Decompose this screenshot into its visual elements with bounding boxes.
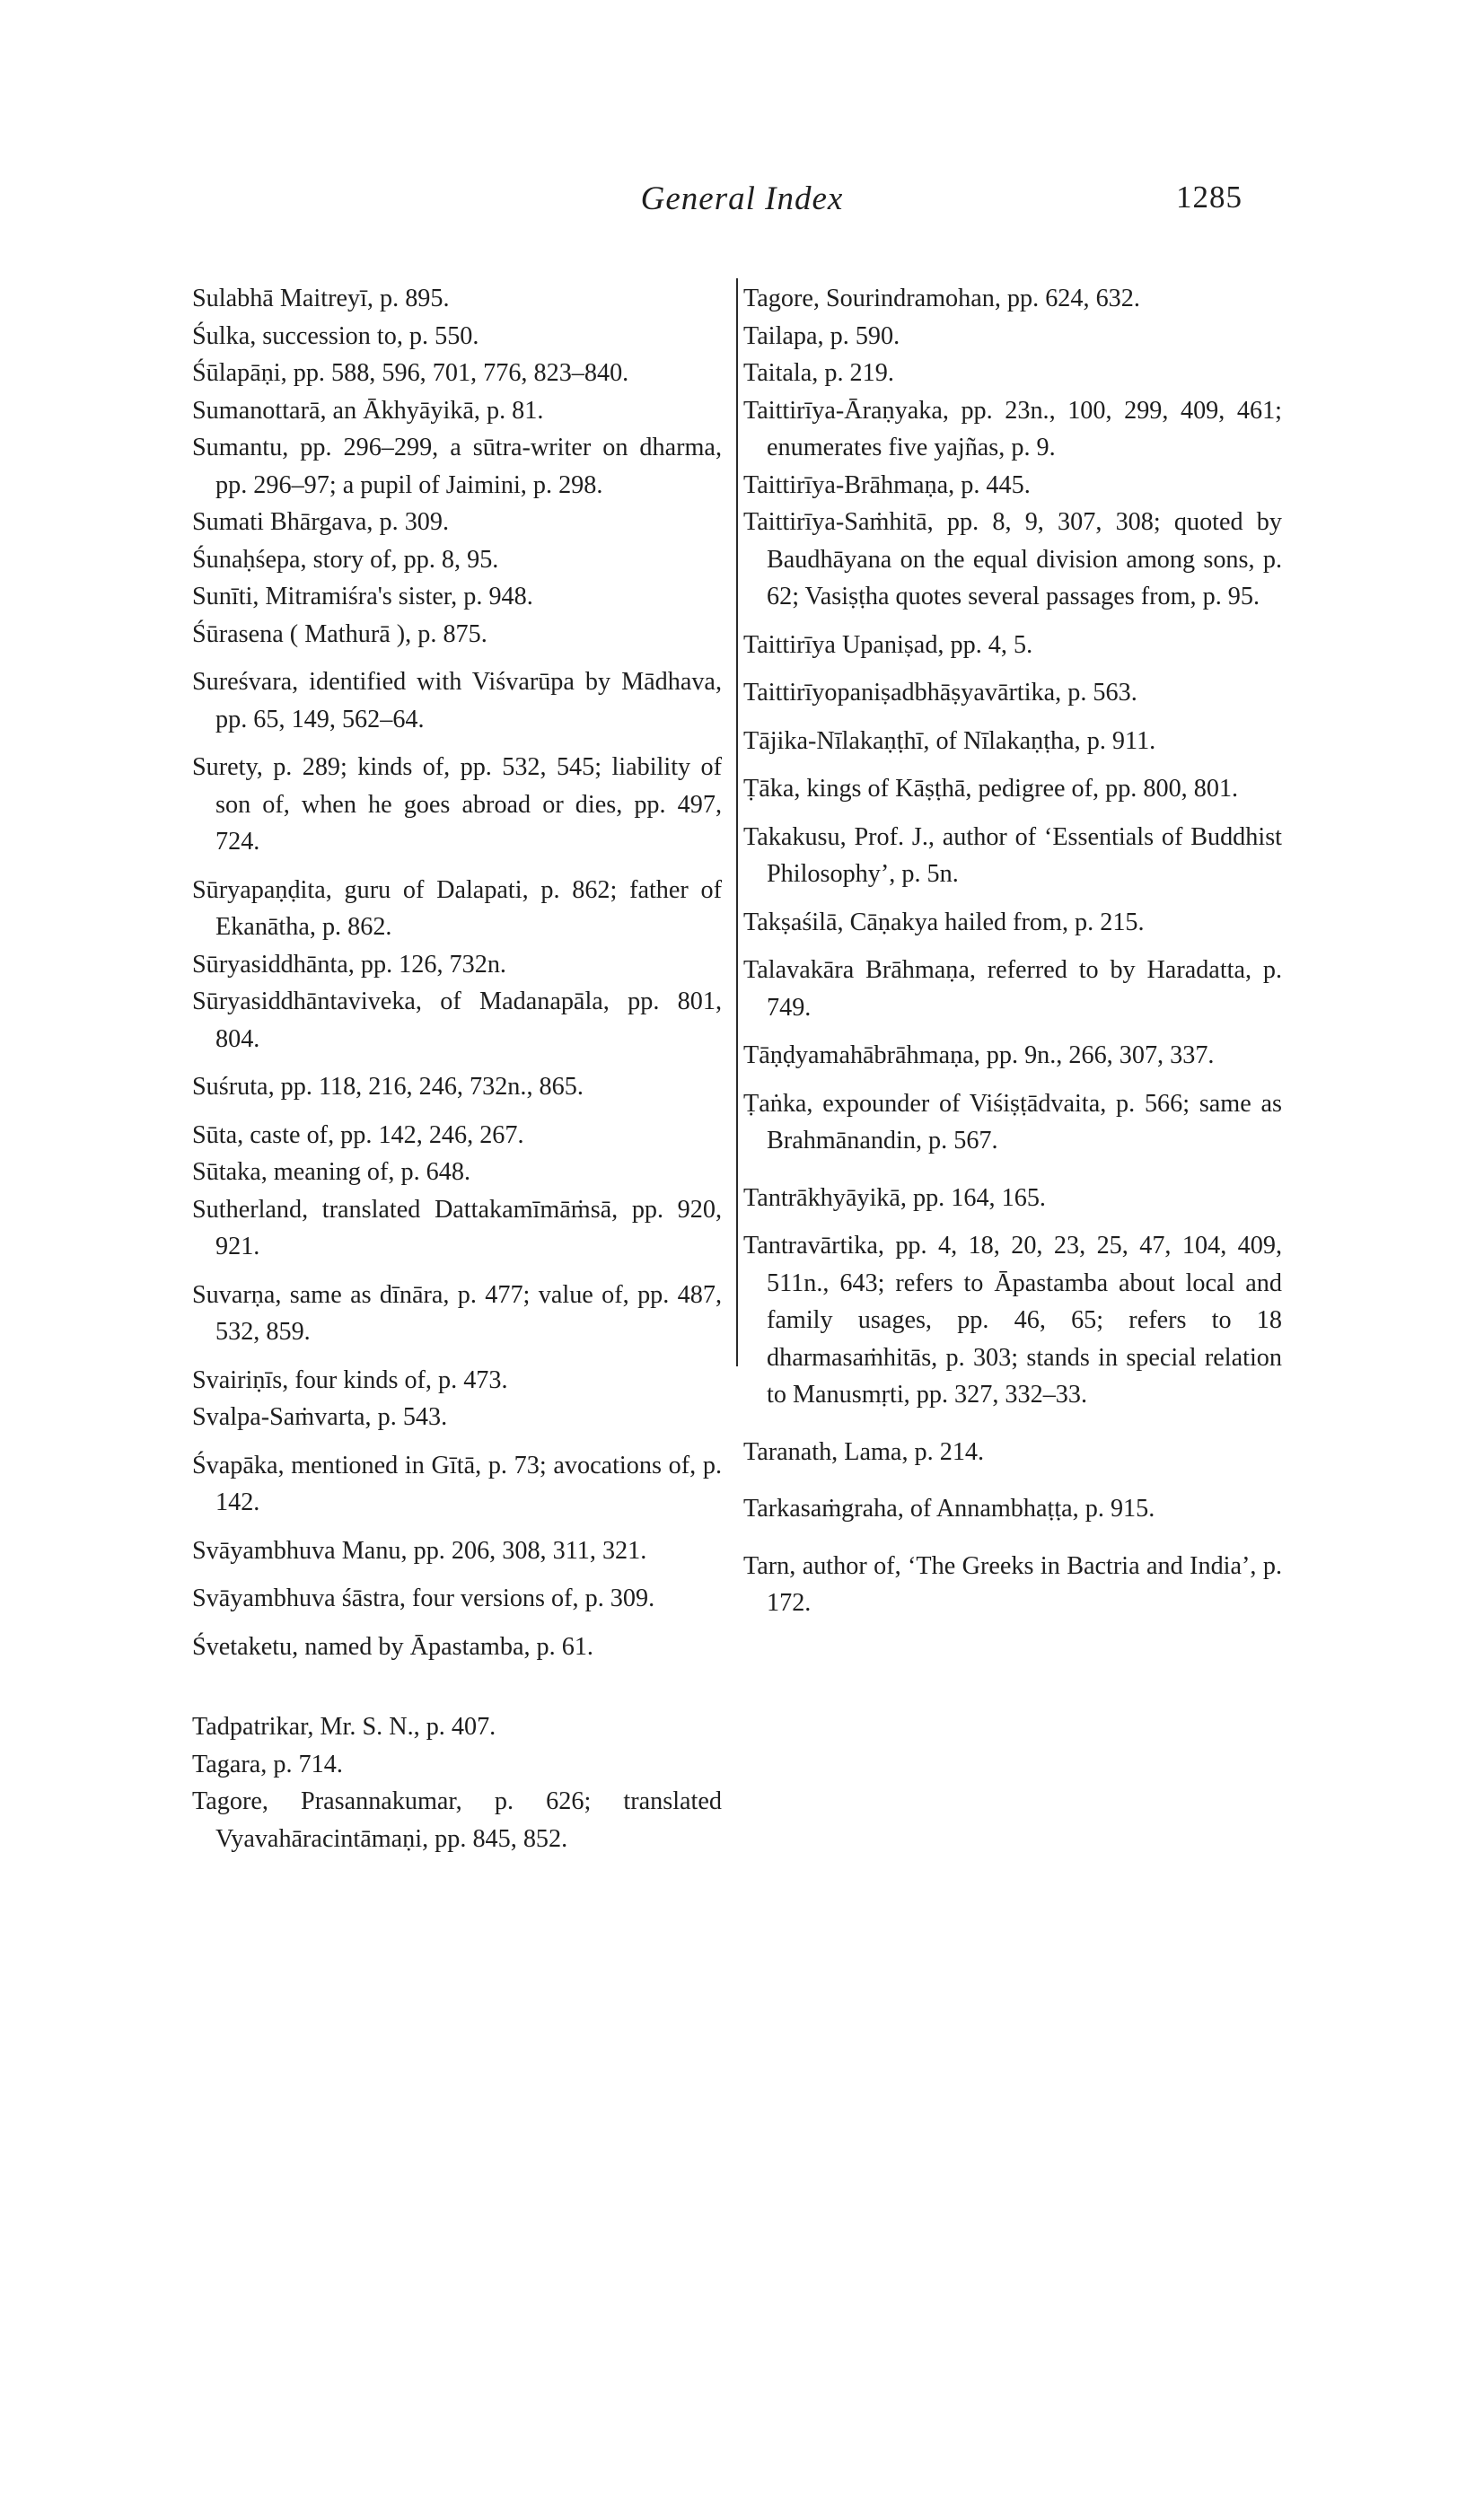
index-entry: Sūryasiddhānta, pp. 126, 732n. bbox=[192, 950, 506, 979]
index-entry: Svāyambhuva Manu, pp. 206, 308, 311, 321. bbox=[192, 1536, 647, 1565]
index-entry: Śvapāka, mentioned in Gītā, p. 73; avocations of, p. 142. bbox=[192, 1451, 722, 1516]
index-entry: Sūtaka, meaning of, p. 648. bbox=[192, 1158, 471, 1186]
index-entry: Taittirīya Upaniṣad, pp. 4, 5. bbox=[743, 630, 1033, 659]
index-entry: Tadpatrikar, Mr. S. N., p. 407. bbox=[192, 1713, 496, 1741]
index-entry: Suvarṇa, same as dīnāra, p. 477; value of, pp. 487, 532, 859. bbox=[192, 1280, 722, 1346]
index-entry: Sumantu, pp. 296–299, a sūtra-writer on dharma, pp. 296–97; a pupil of Jaimini, p. 298. bbox=[192, 434, 722, 499]
index-entry: Svāyambhuva śāstra, four versions of, p. 309. bbox=[192, 1585, 655, 1612]
index-entry: Takakusu, Prof. J., author of ‘Essentials of Buddhist Philosophy’, p. 5n. bbox=[743, 822, 1282, 888]
index-entry: Taittirīya-Brāhmaṇa, p. 445. bbox=[743, 470, 1031, 499]
index-entry: Tantravārtika, pp. 4, 18, 20, 23, 25, 47, 104, 409, 511n., 643; refers to Āpastamba about local and family usages, pp. 46, 65; refers to 18 dharmasaṁhitās, p. 303; stands in special relation to Manusmṛti, pp. 327, 332–33. bbox=[743, 1232, 1282, 1409]
index-column-left bbox=[192, 280, 722, 1857]
index-entry: Sureśvara, identified with Viśvarūpa by Mādhava, pp. 65, 149, 562–64. bbox=[192, 668, 722, 733]
page-number: 1285 bbox=[1176, 180, 1243, 215]
running-title: General Index bbox=[640, 180, 844, 217]
index-entry: Sūta, caste of, pp. 142, 246, 267. bbox=[192, 1120, 524, 1149]
index-entry: Śvetaketu, named by Āpastamba, p. 61. bbox=[192, 1632, 593, 1661]
index-entry: Talavakāra Brāhmaṇa, referred to by Haradatta, p. 749. bbox=[743, 956, 1282, 1022]
index-entry: Sutherland, translated Dattakamīmāṁsā, pp. 920, 921. bbox=[192, 1195, 722, 1260]
index-entry: Tailapa, p. 590. bbox=[743, 321, 900, 350]
index-entry: Ṭāka, kings of Kāṣṭhā, pedigree of, pp. 800, 801. bbox=[743, 775, 1239, 803]
index-entry: Śunaḥśepa, story of, pp. 8, 95. bbox=[192, 545, 499, 574]
index-entry: Sūryapaṇḍita, guru of Dalapati, p. 862; father of Ekanātha, p. 862. bbox=[192, 875, 722, 941]
index-entry: Svalpa-Saṁvarta, p. 543. bbox=[192, 1403, 448, 1431]
index-entry: Taittirīya-Saṁhitā, pp. 8, 9, 307, 308; quoted by Baudhāyana on the equal division among sons, p. 62; Vasiṣṭha quotes several passages from, p. 95. bbox=[743, 508, 1282, 610]
index-entry: Taittirīyopaniṣadbhāṣyavārtika, p. 563. bbox=[743, 679, 1137, 707]
page-header bbox=[0, 180, 1484, 242]
index-entry: Tarkasaṁgraha, of Annambhaṭṭa, p. 915. bbox=[743, 1495, 1155, 1523]
index-entry: Śūrasena ( Mathurā ), p. 875. bbox=[192, 619, 487, 648]
column-divider bbox=[736, 278, 738, 1366]
index-entry: Tagore, Sourindramohan, pp. 624, 632. bbox=[743, 285, 1140, 312]
index-entry: Taitala, p. 219. bbox=[743, 359, 894, 387]
index-entry: Tantrākhyāyikā, pp. 164, 165. bbox=[743, 1183, 1046, 1212]
index-entry: Sūryasiddhāntaviveka, of Madanapāla, pp. 801, 804. bbox=[192, 988, 722, 1053]
index-entry: Takṣaśilā, Cāṇakya hailed from, p. 215. bbox=[743, 908, 1145, 936]
index-entry: Sumati Bhārgava, p. 309. bbox=[192, 508, 450, 536]
index-entry: Śulka, succession to, p. 550. bbox=[192, 321, 479, 350]
index-entry: Taittirīya-Āraṇyaka, pp. 23n., 100, 299, 409, 461; enumerates five yajñas, p. 9. bbox=[743, 396, 1282, 461]
index-entry: Tagore, Prasannakumar, p. 626; translated Vyavahāracintāmaṇi, pp. 845, 852. bbox=[192, 1787, 722, 1853]
index-entry: Tāṇḍyamahābrāhmaṇa, pp. 9n., 266, 307, 337. bbox=[743, 1041, 1215, 1069]
index-entry: Śūlapāṇi, pp. 588, 596, 701, 776, 823–840. bbox=[192, 359, 629, 387]
index-entry: Surety, p. 289; kinds of, pp. 532, 545; liability of son of, when he goes abroad or dies, pp. 497, 724. bbox=[192, 753, 722, 856]
index-column-right bbox=[743, 280, 1282, 1622]
index-entry: Tarn, author of, ‘The Greeks in Bactria and India’, p. 172. bbox=[743, 1551, 1282, 1617]
index-entry: Sulabhā Maitreyī, p. 895. bbox=[192, 285, 450, 312]
index-entry: Ṭaṅka, expounder of Viśiṣṭādvaita, p. 566; same as Brahmānandin, p. 567. bbox=[743, 1089, 1282, 1154]
index-entry: Svairiṇīs, four kinds of, p. 473. bbox=[192, 1365, 508, 1394]
index-entry: Taranath, Lama, p. 214. bbox=[743, 1437, 985, 1466]
index-entry: Sunīti, Mitramiśra's sister, p. 948. bbox=[192, 583, 533, 610]
index-entry: Tājika-Nīlakaṇṭhī, of Nīlakaṇṭha, p. 911. bbox=[743, 726, 1156, 755]
index-entry: Suśruta, pp. 118, 216, 246, 732n., 865. bbox=[192, 1073, 584, 1101]
index-entry: Tagara, p. 714. bbox=[192, 1750, 343, 1778]
index-entry: Sumanottarā, an Ākhyāyikā, p. 81. bbox=[192, 396, 544, 425]
